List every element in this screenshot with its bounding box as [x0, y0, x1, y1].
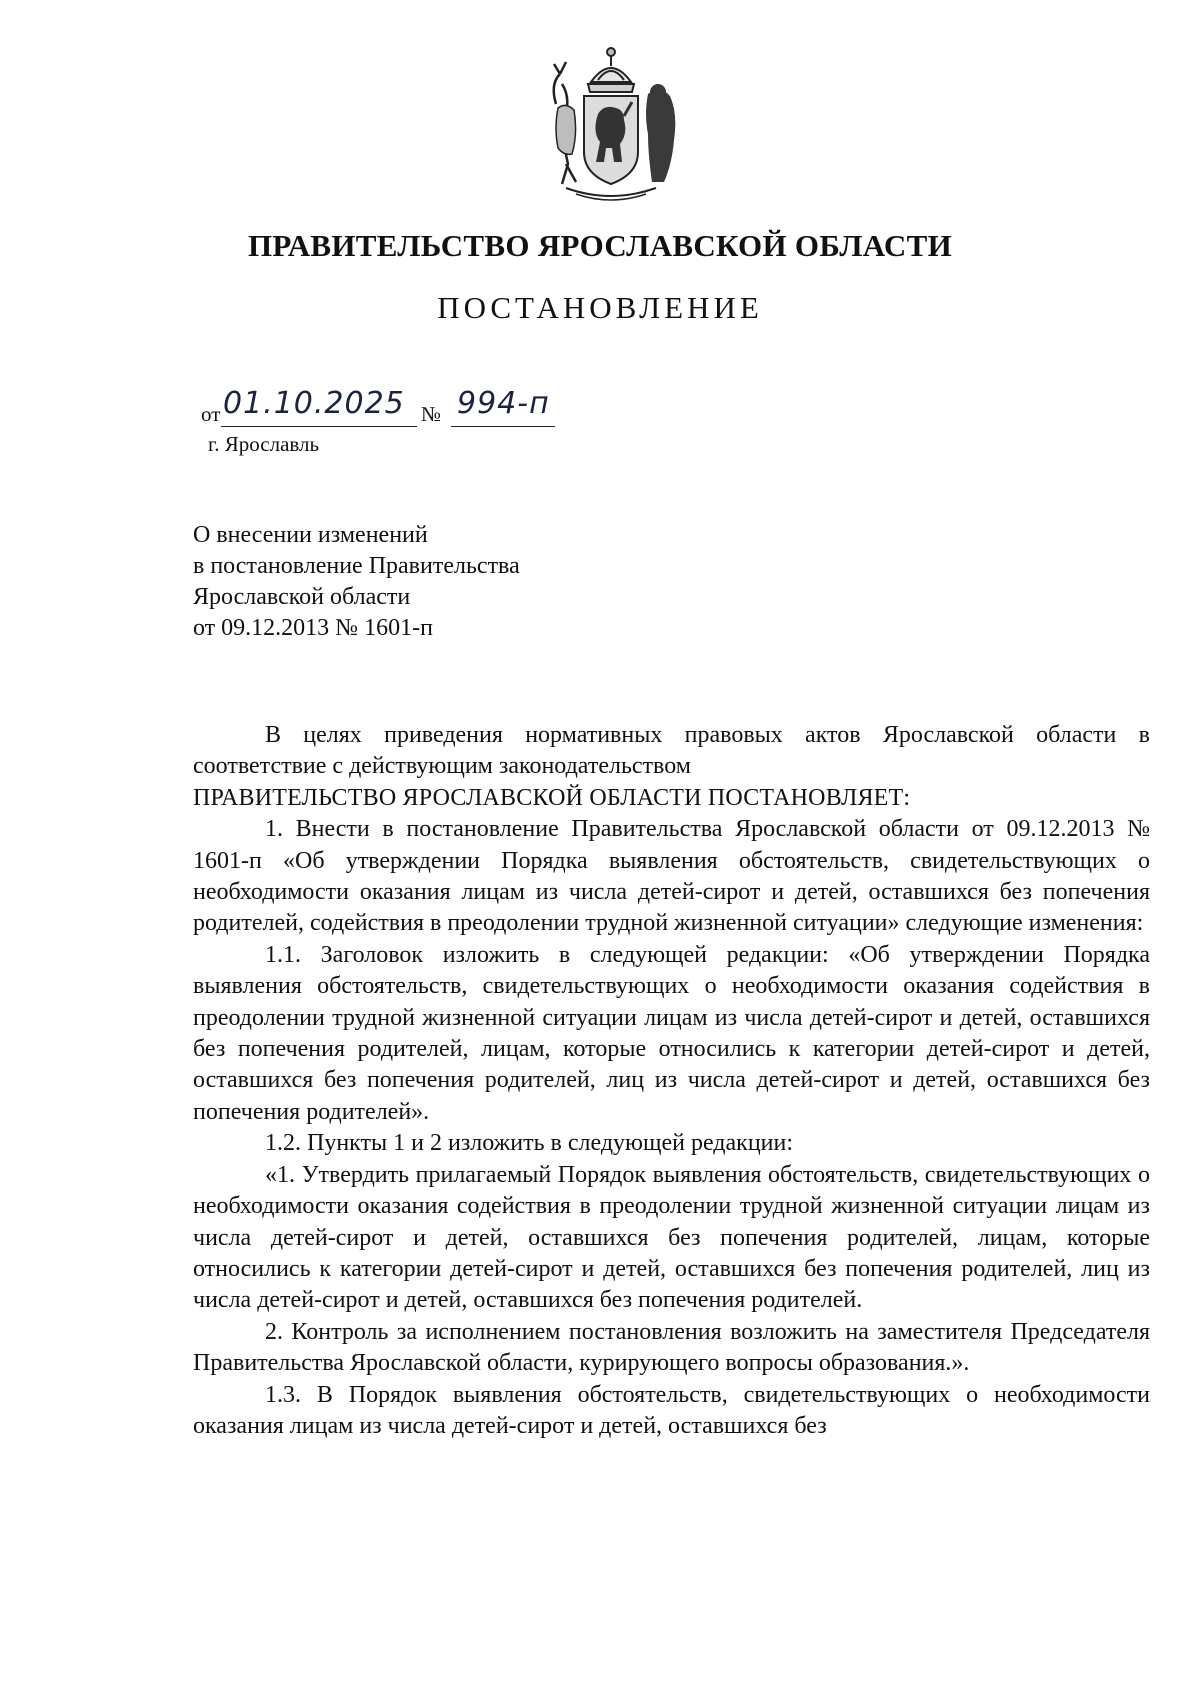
- handwritten-date: 01.10.2025: [223, 386, 405, 421]
- body-paragraph: В целях приведения нормативных правовых актов Ярославской области в соответствие с действующим законодательством: [193, 722, 1150, 780]
- body-paragraph: 1.3. В Порядок выявления обстоятельств, свидетельствующих о необходимости оказания лицам из числа детей-сирот и детей, оставшихся без: [193, 1381, 1150, 1439]
- number-label: №: [421, 402, 442, 426]
- organization-title: ПРАВИТЕЛЬСТВО ЯРОСЛАВСКОЙ ОБЛАСТИ: [248, 228, 952, 263]
- date-underline: [221, 426, 417, 427]
- body-paragraph: 1.2. Пункты 1 и 2 изложить в следующей редакции:: [265, 1130, 794, 1157]
- decree-statement: ПРАВИТЕЛЬСТВО ЯРОСЛАВСКОЙ ОБЛАСТИ ПОСТАНОВЛЯЕТ:: [193, 784, 911, 811]
- body-paragraph: «1. Утвердить прилагаемый Порядок выявления обстоятельств, свидетельствующих о необходимости оказания содействия в преодолении трудной жизненной ситуации лицам из числа детей-сирот и детей, оставшихся без попечения родителей, лицам, которые относились к категории детей-сирот и детей, оставшихся без попечения родителей, лиц из числа детей-сирот и детей, оставшихся без попечения родителей.: [193, 1161, 1150, 1314]
- subject-line: О внесении изменений: [193, 522, 428, 548]
- coat-of-arms-emblem-icon: [536, 44, 686, 204]
- document-body: [193, 720, 1150, 1442]
- body-paragraph: 1.1. Заголовок изложить в следующей редакции: «Об утверждении Порядка выявления обстоятельств, свидетельствующих о необходимости оказания содействия в преодолении трудной жизненной ситуации лицам из числа детей-сирот и детей, оставшихся без попечения родителей, лицам, которые относились к категории детей-сирот и детей, оставшихся без попечения родителей, лиц из числа детей-сирот и детей, оставшихся без попечения родителей».: [193, 941, 1150, 1125]
- subject-line: Ярославской области: [193, 584, 411, 610]
- date-from-label: от: [201, 402, 221, 426]
- handwritten-number: 994-п: [457, 386, 550, 421]
- document-type: ПОСТАНОВЛЕНИЕ: [437, 290, 763, 325]
- number-underline: [451, 426, 555, 427]
- subject-line: в постановление Правительства: [193, 553, 520, 579]
- body-paragraph: 1. Внести в постановление Правительства Ярославской области от 09.12.2013 № 1601-п «Об утверждении Порядка выявления обстоятельств, свидетельствующих о необходимости оказания лицам из числа детей-сирот и детей, оставшихся без попечения родителей, содействия в преодолении трудной жизненной ситуации» следующие изменения:: [193, 816, 1150, 937]
- document-subject: [193, 520, 520, 644]
- subject-line: от 09.12.2013 № 1601-п: [193, 615, 433, 641]
- body-paragraph: 2. Контроль за исполнением постановления возложить на заместителя Председателя Правительства Ярославской области, курирующего вопросы образования.».: [193, 1318, 1150, 1377]
- city: г. Ярославль: [208, 432, 320, 456]
